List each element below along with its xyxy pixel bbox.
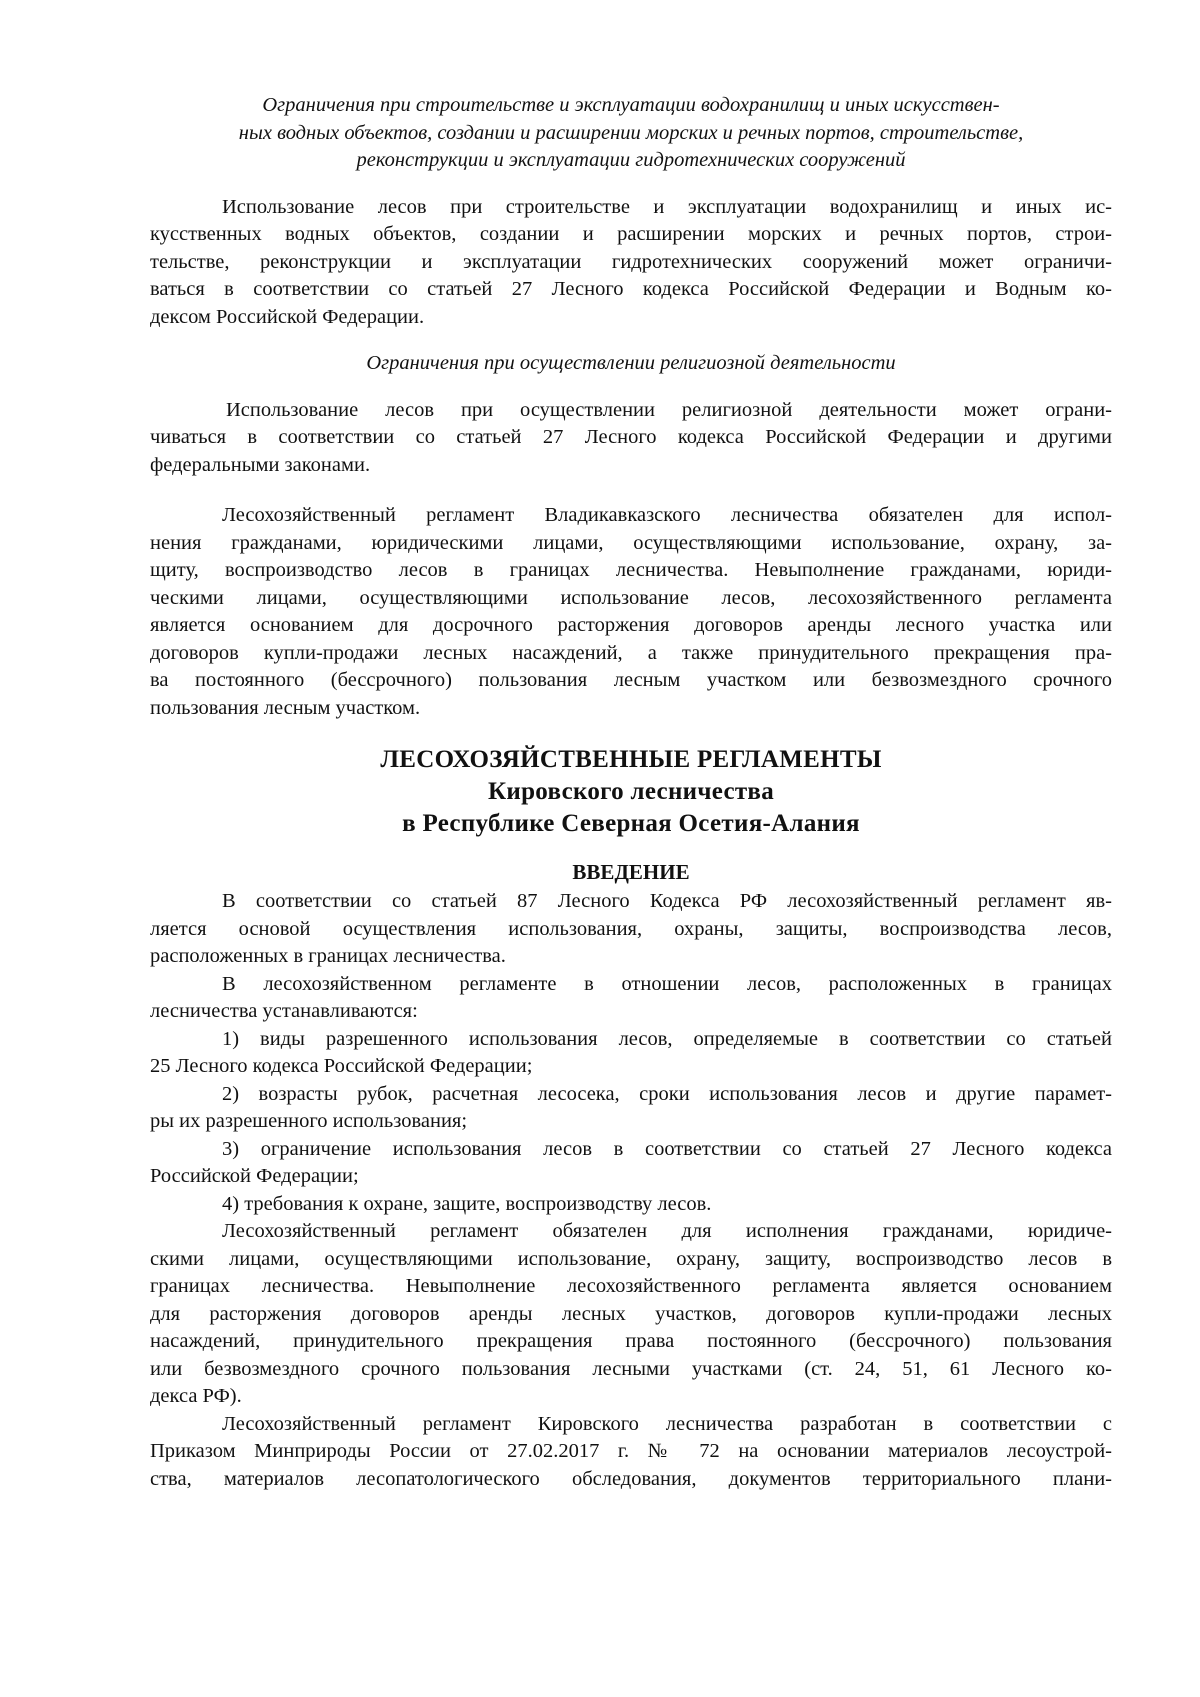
paragraph-line: пользования лесным участком. <box>150 696 421 719</box>
list-item-line: 3) ограничение использования лесов в соответствии со статьей 27 Лесного кодекса <box>222 1137 1112 1160</box>
paragraph-line: Лесохозяйственный регламент обязателен для исполнения гражданами, юридиче- <box>222 1220 1112 1242</box>
intro-paragraph-2 <box>150 971 1112 1026</box>
list-item-line: 4) требования к охране, защите, воспроизводству лесов. <box>222 1192 712 1215</box>
document-page <box>150 92 1112 1493</box>
paragraph-line: скими лицами, осуществляющими использование, охрану, защиту, воспроизводство лесов в <box>150 1247 1112 1270</box>
paragraph-line: лесничества устанавливаются: <box>150 1000 418 1022</box>
title-line-3: в Республике Северная Осетия-Алания <box>402 810 860 837</box>
paragraph-line: Лесохозяйственный регламент Кировского лесничества разработан в соответствии с <box>222 1412 1112 1435</box>
paragraph-line: ва постоянного (бессрочного) пользования лесным участком или безвозмездного срочного <box>150 669 1112 691</box>
paragraph-line: ляется основой осуществления использования, охраны, защиты, воспроизводства лесов, <box>150 917 1112 940</box>
list-item-line: Российской Федерации; <box>150 1165 359 1187</box>
title-line-1: ЛЕСОХОЗЯЙСТВЕННЫЕ РЕГЛАМЕНТЫ <box>380 746 882 773</box>
paragraph-line: Использование лесов при осуществлении религиозной деятельности может ограни- <box>226 398 1112 421</box>
paragraph-line: насаждений, принудительного прекращения права постоянного (бессрочного) пользования <box>150 1330 1112 1352</box>
paragraph-line: ства, материалов лесопатологического обследования, документов территориального плани- <box>150 1467 1112 1490</box>
paragraph-line: В соответствии со статьей 87 Лесного Кодекса РФ лесохозяйственный регламент яв- <box>222 890 1112 912</box>
list-item-4 <box>150 1191 1112 1219</box>
intro-paragraph-3 <box>150 1218 1112 1411</box>
list-item-1 <box>150 1026 1112 1081</box>
section-heading-religious <box>150 350 1112 378</box>
paragraph-line: кусственных водных объектов, создании и расширении морских и речных портов, строи- <box>150 223 1112 245</box>
intro-paragraph-1 <box>150 888 1112 971</box>
paragraph-line: договоров купли-продажи лесных насаждений, а также принудительного прекращения пра- <box>150 641 1112 664</box>
paragraph-line: ческими лицами, осуществляющими использование лесов, лесохозяйственного регламента <box>150 586 1112 609</box>
heading-line: Ограничения при строительстве и эксплуатации водохранилищ и иных искусствен- <box>262 94 1000 116</box>
document-title <box>150 744 1112 840</box>
list-item-line: 25 Лесного кодекса Российской Федерации; <box>150 1055 533 1077</box>
heading-line: ных водных объектов, создании и расширении морских и речных портов, строительстве, <box>238 121 1024 144</box>
list-item-line: 1) виды разрешенного использования лесов, определяемые в соответствии со статьей <box>222 1027 1112 1050</box>
paragraph-line: для расторжения договоров аренды лесных участков, договоров купли-продажи лесных <box>150 1302 1112 1325</box>
paragraph-line: щиту, воспроизводство лесов в границах лесничества. Невыполнение гражданами, юриди- <box>150 559 1112 581</box>
paragraph-line: Приказом Минприроды России от 27.02.2017 г. № 72 на основании материалов лесоустрой- <box>150 1440 1112 1462</box>
list-item-line: 2) возрасты рубок, расчетная лесосека, сроки использования лесов и другие парамет- <box>222 1082 1112 1105</box>
paragraph-line: является основанием для досрочного расторжения договоров аренды лесного участка или <box>150 614 1112 636</box>
paragraph-line: В лесохозяйственном регламенте в отношении лесов, расположенных в границах <box>222 972 1112 995</box>
paragraph-line: расположенных в границах лесничества. <box>150 945 506 967</box>
intro-heading-text: ВВЕДЕНИЕ <box>572 860 690 884</box>
paragraph-line: Лесохозяйственный регламент Владикавказского лесничества обязателен для испол- <box>222 504 1112 526</box>
section-heading-hydro <box>150 92 1112 175</box>
paragraph-line: тельстве, реконструкции и эксплуатации гидротехнических сооружений может ограничи- <box>150 250 1112 273</box>
title-line-2: Кировского лесничества <box>487 778 775 805</box>
paragraph-religious <box>150 397 1112 480</box>
paragraph-line: или безвозмездного срочного пользования лесными участками (ст. 24, 51, 61 Лесного ко- <box>150 1357 1112 1380</box>
paragraph-vladikavkaz <box>150 502 1112 722</box>
paragraph-line: Использование лесов при строительстве и эксплуатации водохранилищ и иных ис- <box>222 195 1112 218</box>
paragraph-hydro <box>150 194 1112 332</box>
paragraph-line: дексом Российской Федерации. <box>150 305 425 328</box>
intro-heading <box>150 858 1112 886</box>
paragraph-line: декса РФ). <box>150 1385 242 1407</box>
paragraph-line: федеральными законами. <box>150 453 371 476</box>
heading-line: реконструкции и эксплуатации гидротехнических сооружений <box>356 149 906 171</box>
paragraph-line: ваться в соответствии со статьей 27 Лесного кодекса Российской Федерации и Водным ко- <box>150 278 1112 300</box>
paragraph-line: границах лесничества. Невыполнение лесохозяйственного регламента является основанием <box>150 1275 1112 1297</box>
list-item-line: ры их разрешенного использования; <box>150 1110 468 1132</box>
list-item-2 <box>150 1081 1112 1136</box>
list-item-3 <box>150 1136 1112 1191</box>
paragraph-line: нения гражданами, юридическими лицами, осуществляющими использование, охрану, за- <box>150 531 1112 554</box>
heading-line: Ограничения при осуществлении религиозной деятельности <box>366 352 896 374</box>
intro-paragraph-4 <box>150 1411 1112 1494</box>
paragraph-line: чиваться в соответствии со статьей 27 Лесного кодекса Российской Федерации и другими <box>150 426 1112 448</box>
